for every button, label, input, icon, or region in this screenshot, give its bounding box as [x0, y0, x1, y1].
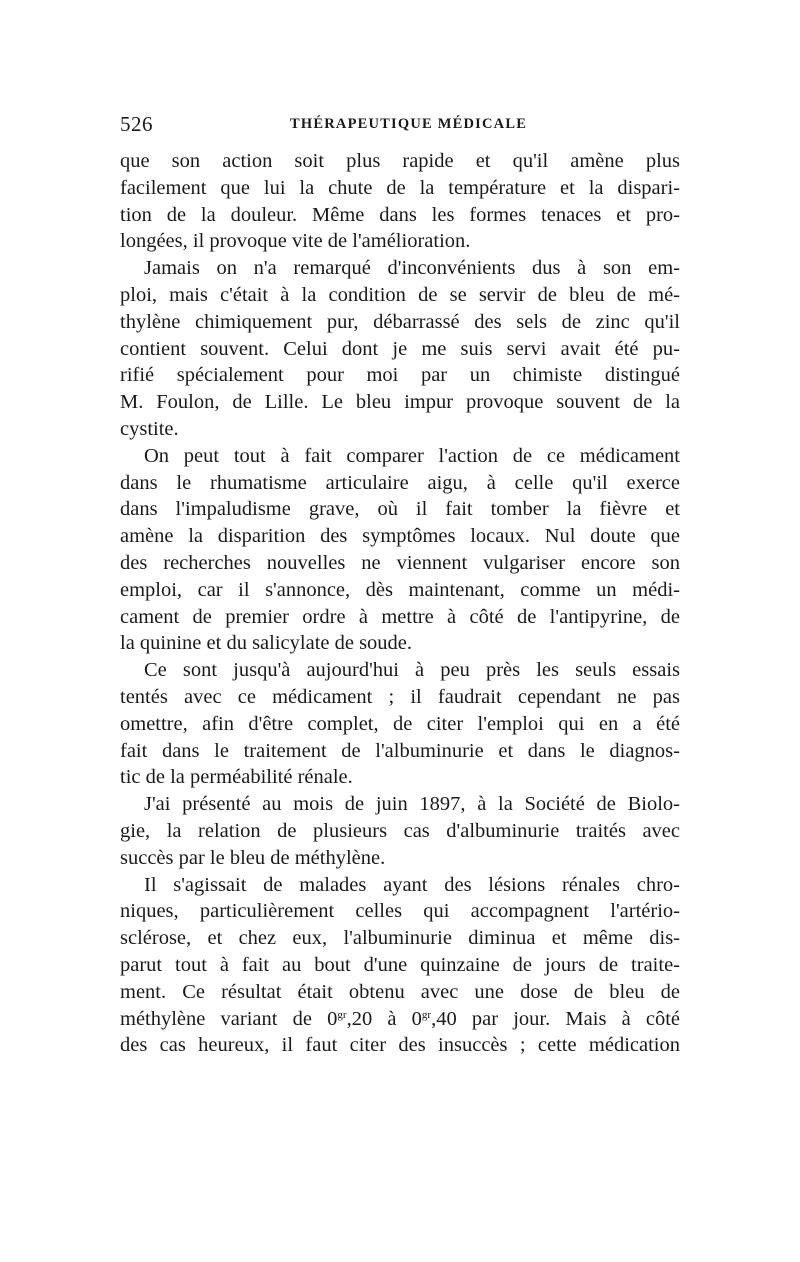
text-line: Jamais on n'a remarqué d'inconvénients dus à son em- [144, 257, 680, 280]
text-line: facilement que lui la chute de la température et la dispari- [120, 176, 680, 199]
page-header [120, 112, 680, 138]
text-line: cament de premier ordre à mettre à côté de l'antipyrine, de [120, 605, 680, 628]
text-line: des cas heureux, il faut citer des insuccès ; cette médication [120, 1034, 680, 1057]
body-text [120, 148, 680, 1059]
text-line: gie, la relation de plusieurs cas d'albuminurie traités avec [120, 819, 680, 842]
text-line: dans l'impaludisme grave, où il fait tomber la fièvre et [120, 498, 680, 521]
text-line: parut tout à fait au bout d'une quinzaine de jours de traite- [120, 953, 680, 976]
text-line: Il s'agissait de malades ayant des lésions rénales chro- [144, 873, 680, 896]
text-line: ploi, mais c'était à la condition de se servir de bleu de mé- [120, 283, 680, 306]
text-line: tion de la douleur. Même dans les formes tenaces et pro- [120, 203, 680, 226]
text-line: amène la disparition des symptômes locaux. Nul doute que [120, 525, 680, 548]
gram-abbreviation: gr [337, 1008, 347, 1021]
text-line: thylène chimiquement pur, débarrassé des sels de zinc qu'il [120, 310, 680, 333]
text-line: emploi, car il s'annonce, dès maintenant, comme un médi- [120, 578, 680, 601]
gram-abbreviation: gr [421, 1008, 432, 1021]
running-title: THÉRAPEUTIQUE MÉDICALE [290, 116, 528, 132]
text-line: que son action soit plus rapide et qu'il amène plus [120, 150, 680, 172]
text-line: J'ai présenté au mois de juin 1897, à la Société de Biolo- [144, 793, 680, 816]
text-line: contient souvent. Celui dont je me suis servi avait été pu- [120, 337, 680, 360]
page-number: 526 [120, 112, 153, 136]
text-line: fait dans le traitement de l'albuminurie et dans le diagnos- [120, 739, 680, 762]
text-line: rifié spécialement pour moi par un chimiste distingué [120, 364, 680, 387]
text-line: sclérose, et chez eux, l'albuminurie diminua et même dis- [120, 927, 680, 950]
text-line: longées, il provoque vite de l'amélioration. [120, 230, 471, 253]
text-line: succès par le bleu de méthylène. [120, 846, 386, 869]
text-line: Ce sont jusqu'à aujourd'hui à peu près les seuls essais [144, 659, 680, 682]
text-line: cystite. [120, 417, 179, 440]
text-line: omettre, afin d'être complet, de citer l'emploi qui en a été [120, 712, 680, 735]
text-line: niques, particulièrement celles qui accompagnent l'artério- [120, 900, 680, 923]
dosage-text: ,40 par jour. Mais à côté [431, 1007, 681, 1030]
text-line: tentés avec ce médicament ; il faudrait cependant ne pas [120, 685, 680, 708]
dosage-text: méthylène variant de 0 [120, 1007, 338, 1030]
text-line: On peut tout à fait comparer l'action de ce médicament [144, 444, 680, 467]
text-line: des recherches nouvelles ne viennent vulgariser encore son [120, 551, 680, 574]
text-line: dans le rhumatisme articulaire aigu, à celle qu'il exerce [120, 471, 680, 494]
text-line: ment. Ce résultat était obtenu avec une dose de bleu de [120, 980, 680, 1003]
text-line: M. Foulon, de Lille. Le bleu impur provoque souvent de la [120, 391, 680, 414]
dosage-text: ,20 à 0 [346, 1007, 422, 1030]
text-line-dosage [120, 1006, 680, 1033]
text-line: tic de la perméabilité rénale. [120, 766, 353, 789]
text-line: la quinine et du salicylate de soude. [120, 632, 413, 655]
